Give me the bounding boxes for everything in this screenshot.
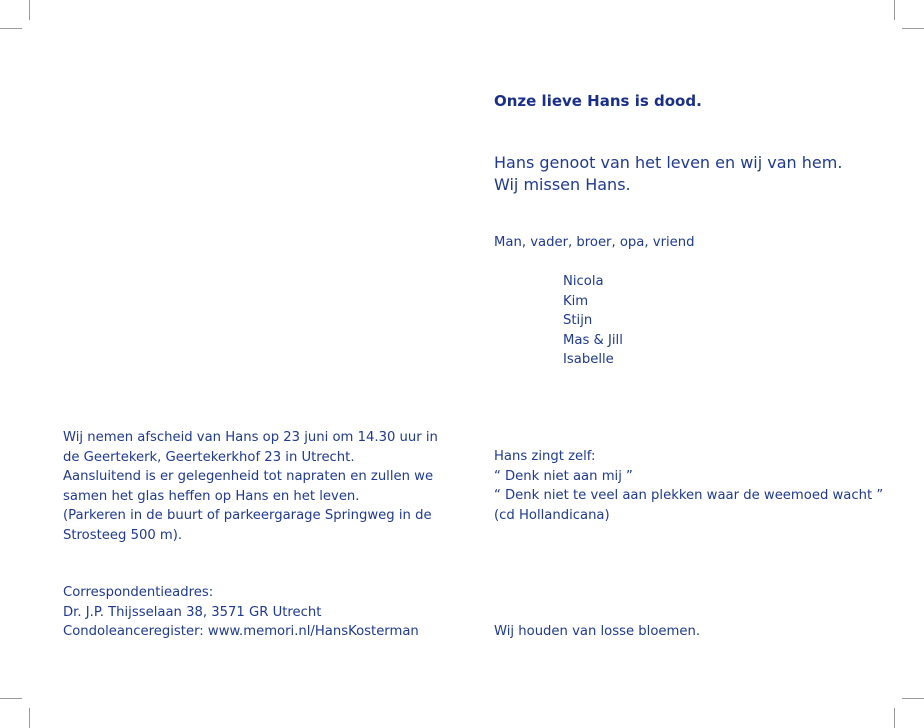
- crop-mark-bottom-right-vertical: [894, 708, 895, 728]
- ceremony-line: (Parkeren in de buurt of parkeergarage Springweg in de: [63, 508, 432, 523]
- family-name: Isabelle: [563, 352, 614, 367]
- headline: Onze lieve Hans is dood.: [494, 92, 702, 110]
- flowers-note: Wij houden van losse bloemen.: [494, 624, 701, 639]
- contact-line: Dr. J.P. Thijsselaan 38, 3571 GR Utrecht: [63, 604, 322, 620]
- crop-mark-top-right-vertical: [894, 0, 895, 20]
- ceremony-line: Wij nemen afscheid van Hans op 23 juni om 14.30 uur in: [63, 430, 438, 445]
- family-names-list: [563, 272, 623, 370]
- crop-mark-top-left-vertical: [29, 0, 30, 20]
- contact-line: Correspondentieadres:: [63, 585, 214, 600]
- song-quote: [494, 447, 883, 525]
- song-line: “ Denk niet te veel aan plekken waar de weemoed wacht ”: [494, 488, 884, 503]
- family-name: Stijn: [563, 313, 593, 328]
- family-name: Kim: [563, 293, 589, 309]
- crop-mark-top-right-horizontal: [902, 28, 924, 29]
- ceremony-line: Strosteeg 500 m).: [63, 527, 183, 543]
- family-name: Nicola: [563, 274, 604, 289]
- family-name: Mas & Jill: [563, 332, 623, 348]
- crop-mark-bottom-left-vertical: [29, 708, 30, 728]
- ceremony-line: de Geertekerk, Geertekerkhof 23 in Utrecht.: [63, 449, 355, 465]
- intro-line: Hans genoot van het leven en wij van hem.: [494, 153, 843, 172]
- ceremony-details: [63, 428, 438, 545]
- relation-line: Man, vader, broer, opa, vriend: [494, 235, 695, 250]
- condolence-register-link[interactable]: Condoleanceregister: www.memori.nl/HansKosterman: [63, 624, 419, 639]
- contact-details: [63, 583, 419, 642]
- ceremony-line: Aansluitend is er gelegenheid tot napraten en zullen we: [63, 469, 434, 484]
- song-line: (cd Hollandicana): [494, 507, 610, 523]
- crop-mark-bottom-right-horizontal: [902, 698, 924, 699]
- crop-mark-top-left-horizontal: [0, 28, 22, 29]
- intro-line: Wij missen Hans.: [494, 175, 631, 194]
- ceremony-line: samen het glas heffen op Hans en het leven.: [63, 488, 360, 504]
- song-line: Hans zingt zelf:: [494, 449, 596, 464]
- song-line: “ Denk niet aan mij ”: [494, 468, 633, 484]
- intro-text: [494, 152, 842, 196]
- crop-mark-bottom-left-horizontal: [0, 698, 22, 699]
